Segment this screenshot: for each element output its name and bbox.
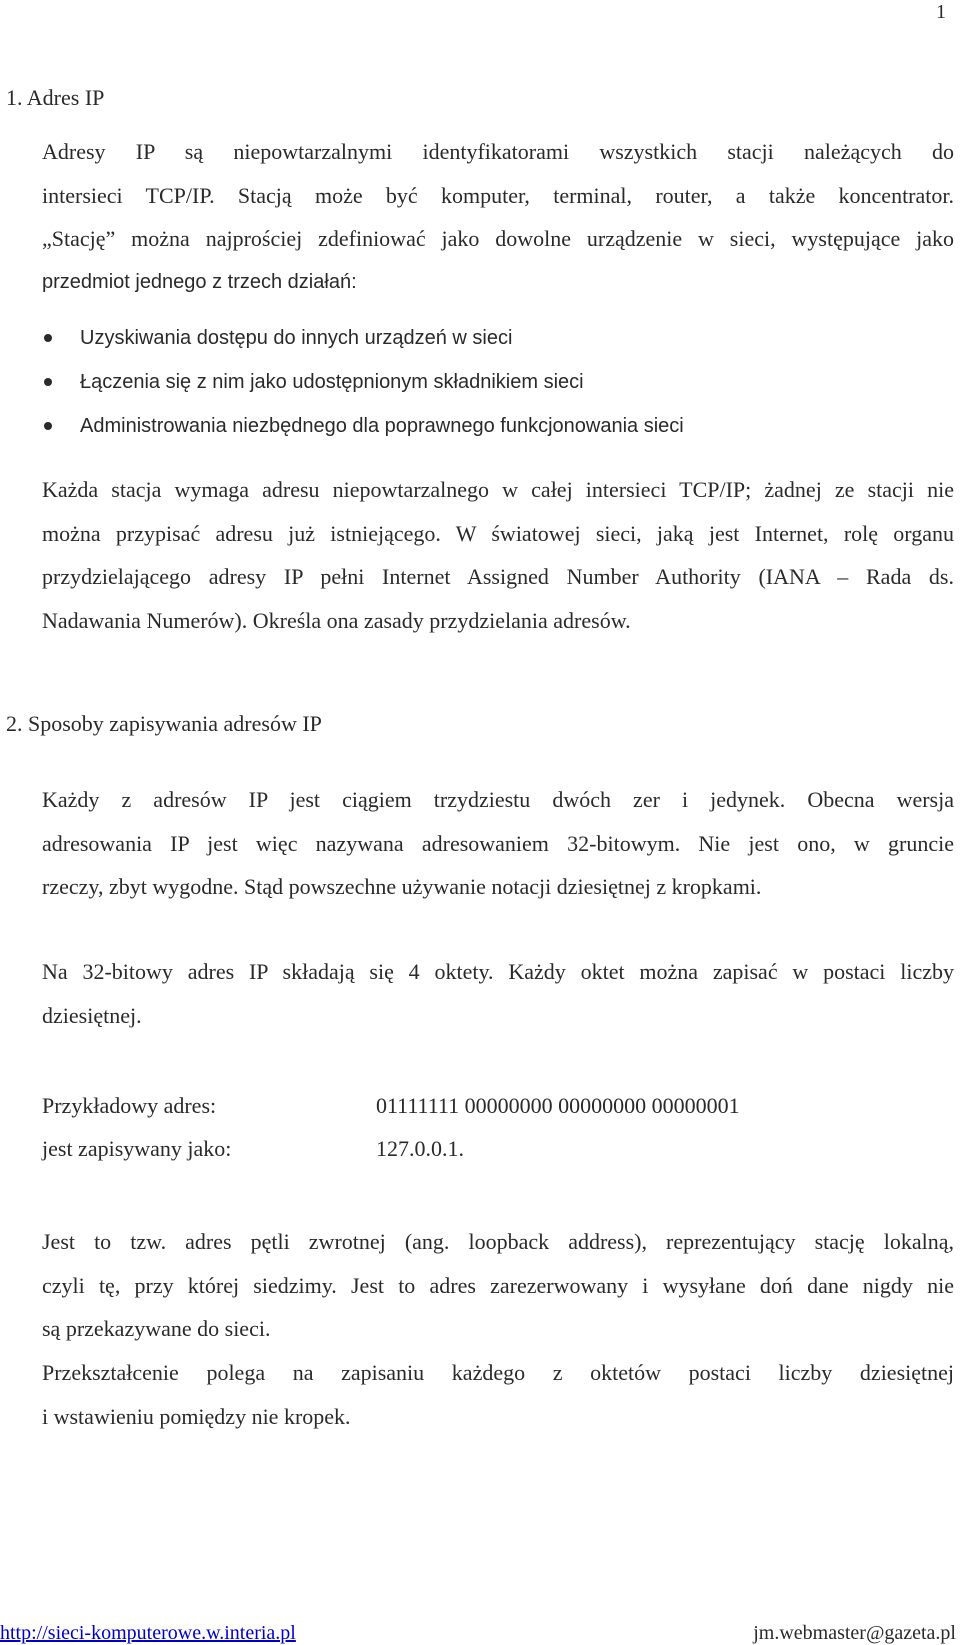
bullet-icon	[44, 422, 52, 430]
text-line: czyli tę, przy której siedzimy. Jest to adres zarezerwowany i wysyłane doń dane nigdy nie	[42, 1272, 954, 1298]
example-value: 127.0.0.1.	[376, 1136, 464, 1161]
section-2-paragraph-4	[42, 1351, 954, 1438]
list-item-text: Administrowania niezbędnego dla poprawnego funkcjonowania sieci	[80, 415, 684, 437]
text-line: Każdy z adresów IP jest ciągiem trzydziestu dwóch zer i jedynek. Obecna wersja	[42, 787, 954, 812]
text-line: Każda stacja wymaga adresu niepowtarzalnego w całej intersieci TCP/IP; żadnej ze stacji nie	[42, 477, 954, 502]
section-1-intro	[42, 130, 954, 304]
example-label: jest zapisywany jako:	[42, 1136, 232, 1161]
footer-site-link[interactable]: http://sieci-komputerowe.w.interia.pl	[0, 1622, 296, 1644]
text-line: Jest to tzw. adres pętli zwrotnej (ang. loopback address), reprezentujący stację lokalną,	[42, 1229, 954, 1254]
text-line: przydzielającego adresy IP pełni Internet Assigned Number Authority (IANA – Rada ds.	[42, 564, 954, 589]
bullet-icon	[44, 378, 52, 386]
example-row-binary	[42, 1092, 740, 1120]
example-value: 01111111 00000000 00000000 00000001	[376, 1093, 740, 1118]
text-line: „Stację” można najprościej zdefiniować jako dowolne urządzenie w sieci, występujące jako	[42, 226, 954, 251]
section-1-paragraph-2	[42, 468, 954, 642]
text-line: Nadawania Numerów). Określa ona zasady przydzielania adresów.	[42, 607, 631, 633]
bullet-icon	[44, 334, 52, 342]
text-line: są przekazywane do sieci.	[42, 1316, 271, 1341]
footer-email: jm.webmaster@gazeta.pl	[753, 1622, 956, 1644]
section-2-paragraph-1	[42, 778, 954, 909]
list-item	[42, 360, 684, 404]
text-line: Adresy IP są niepowtarzalnymi identyfikatorami wszystkich stacji należących do	[42, 139, 954, 164]
text-line: dziesiętnej.	[42, 1002, 142, 1028]
text-line: Na 32-bitowy adres IP składają się 4 oktety. Każdy oktet można zapisać w postaci liczby	[42, 959, 954, 984]
text-line: Przekształcenie polega na zapisaniu każdego z oktetów postaci liczby dziesiętnej	[42, 1360, 954, 1385]
text-line: adresowania IP jest więc nazywana adresowaniem 32-bitowym. Nie jest ono, w gruncie	[42, 830, 954, 856]
list-item	[42, 404, 684, 448]
text-line: intersieci TCP/IP. Stacją może być komputer, terminal, router, a także koncentrator.	[42, 182, 954, 208]
section-2-paragraph-3	[42, 1220, 954, 1351]
list-item-text: Łączenia się z nim jako udostępnionym składnikiem sieci	[80, 371, 584, 393]
section-2-paragraph-2	[42, 950, 954, 1037]
text-line: i wstawieniu pomiędzy nie kropek.	[42, 1403, 351, 1429]
example-label: Przykładowy adres:	[42, 1093, 217, 1118]
text-line: rzeczy, zbyt wygodne. Stąd powszechne używanie notacji dziesiętnej z kropkami.	[42, 874, 762, 899]
section-2-heading: 2. Sposoby zapisywania adresów IP	[6, 711, 322, 736]
bullet-list	[42, 316, 684, 448]
section-1-heading: 1. Adres IP	[6, 85, 105, 110]
page-number: 1	[936, 1, 946, 23]
example-row-decimal	[42, 1135, 464, 1163]
text-line: przedmiot jednego z trzech działań:	[42, 270, 357, 293]
text-line: można przypisać adresu już istniejącego. W światowej sieci, jaką jest Internet, rolę organu	[42, 520, 954, 546]
list-item-text: Uzyskiwania dostępu do innych urządzeń w sieci	[80, 327, 513, 349]
list-item	[42, 316, 684, 360]
